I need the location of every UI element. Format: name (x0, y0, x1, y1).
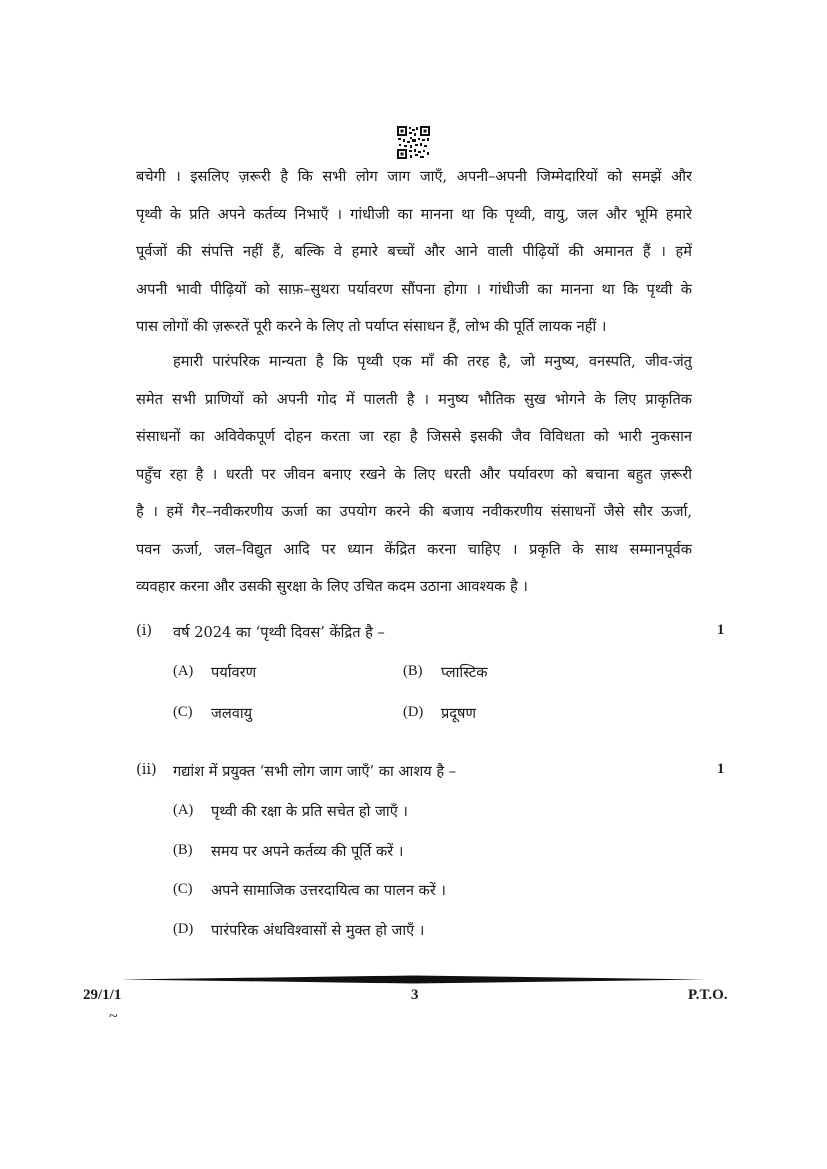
option-text: प्रदूषण (441, 705, 477, 722)
option-text: जलवायु (211, 705, 253, 722)
passage-line: पृथ्वी के प्रति अपने कर्तव्य निभाएँ । गांधीजी का मानना था कि पृथ्वी, वायु, जल और भूमि हमारे (136, 205, 692, 223)
footer-divider (122, 975, 705, 984)
qr-code-icon (397, 126, 430, 159)
option-text: पृथ्वी की रक्षा के प्रति सचेत हो जाएँ । (211, 803, 408, 820)
passage-line: समेत सभी प्राणियों को अपनी गोद में पालती है । मनुष्य भौतिक सुख भोगने के लिए प्राकृतिक (136, 390, 692, 408)
question-marks: 1 (717, 622, 725, 638)
option-label: (D) (403, 704, 424, 720)
page-number: 3 (411, 987, 419, 1003)
option-text: अपने सामाजिक उत्तरदायित्व का पालन करें । (211, 882, 446, 899)
option-label: (D) (173, 921, 194, 937)
passage-line: बचेगी । इसलिए ज़रूरी है कि सभी लोग जाग जाएँ, अपनी–अपनी जिम्मेदारियों को समझें और (136, 168, 692, 185)
passage-line: पास लोगों की ज़रूरतें पूरी करने के लिए तो पर्याप्त संसाधन हैं, लोभ की पूर्ति लायक नहीं । (136, 318, 607, 335)
option-text: पारंपरिक अंधविश्वासों से मुक्त हो जाएँ । (211, 922, 425, 939)
option-text: प्लास्टिक (441, 664, 488, 681)
option-label: (B) (173, 842, 193, 858)
footer-tilde: ~ (109, 1008, 118, 1025)
question-number: (ii) (136, 761, 157, 778)
passage-paragraph-1 (136, 158, 692, 346)
passage-line: पवन ऊर्जा, जल–विद्युत आदि पर ध्यान केंद्रित करना चाहिए । प्रकृति के साथ सम्मानपूर्वक (136, 540, 692, 558)
passage-line: संसाधनों का अविवेकपूर्ण दोहन करता जा रहा है जिससे इसकी जैव विविधता को भारी नुकसान (136, 428, 692, 445)
option-text: पर्यावरण (211, 664, 257, 681)
question-text: वर्ष 2024 का ‘पृथ्वी दिवस’ केंद्रित है – (173, 624, 385, 641)
option-text: समय पर अपने कर्तव्य की पूर्ति करें । (211, 843, 404, 860)
paper-code: 29/1/1 (83, 987, 122, 1003)
passage-line: पहुँच रहा है । धरती पर जीवन बनाए रखने के लिए धरती और पर्यावरण को बचाना बहुत ज़रूरी (136, 465, 692, 483)
passage-line: व्यवहार करना और उसकी सुरक्षा के लिए उचित कदम उठाना आवश्यक है । (136, 578, 528, 595)
question-number: (i) (136, 622, 153, 639)
passage-line: अपनी भावी पीढ़ियों को साफ़–सुथरा पर्यावरण सौंपना होगा । गांधीजी का मानना था कि पृथ्वी के (136, 280, 692, 298)
option-label: (C) (173, 704, 193, 720)
question-text: गद्यांश में प्रयुक्त ‘सभी लोग जाग जाएँ’ का आशय है – (173, 763, 457, 780)
passage-line: है । हमें गैर–नवीकरणीय ऊर्जा का उपयोग करने की बजाय नवीकरणीय संसाधनों जैसे सौर ऊर्जा, (136, 503, 692, 520)
passage-paragraph-2 (136, 343, 692, 606)
option-label: (A) (173, 802, 194, 818)
option-label: (A) (173, 663, 194, 679)
option-label: (B) (403, 663, 423, 679)
option-label: (C) (173, 881, 193, 897)
pto-label: P.T.O. (688, 987, 728, 1003)
passage-line: पूर्वजों की संपत्ति नहीं हैं, बल्कि वे हमारे बच्चों और आने वाली पीढ़ियों की अमानत हैं । हमें (136, 243, 692, 260)
passage-line: हमारी पारंपरिक मान्यता है कि पृथ्वी एक माँ की तरह है, जो मनुष्य, वनस्पति, जीव-जंतु (173, 353, 692, 370)
question-marks: 1 (717, 761, 725, 777)
